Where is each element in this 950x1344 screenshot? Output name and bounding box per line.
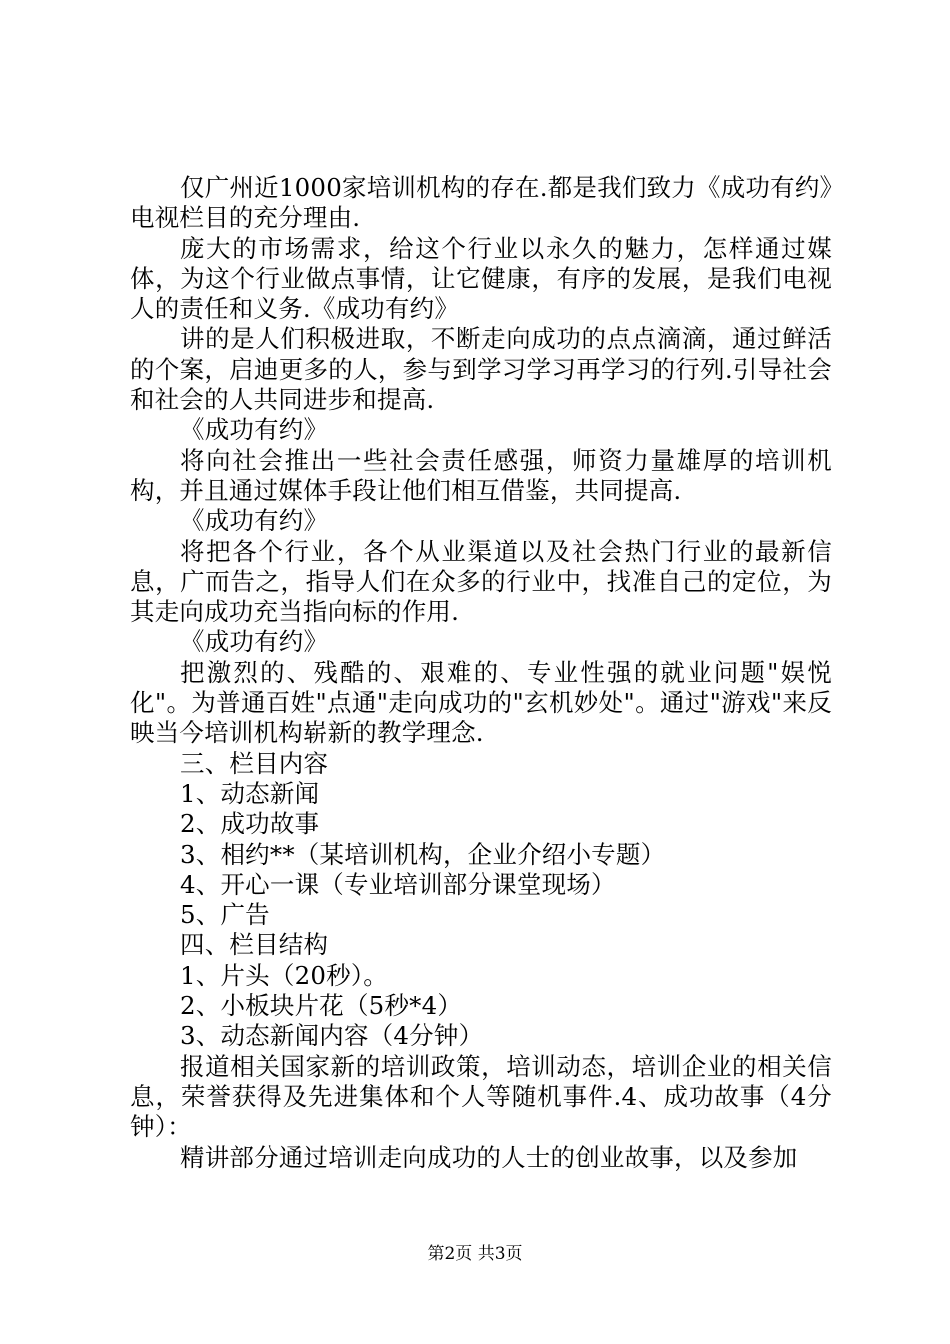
paragraph: 报道相关国家新的培训政策，培训动态，培训企业的相关信息，荣誉获得及先进集体和个人等随机事件.4、成功故事（4分钟）： (130, 1051, 832, 1142)
paragraph: 仅广州近1000家培训机构的存在.都是我们致力《成功有约》电视栏目的充分理由. (130, 173, 832, 233)
paragraph: 《成功有约》 (180, 627, 329, 657)
document-body (130, 173, 832, 1173)
section-heading: 三、栏目内容 (180, 748, 329, 778)
paragraph: 精讲部分通过培训走向成功的人士的创业故事，以及参加 (180, 1142, 798, 1172)
paragraph: 将把各个行业，各个从业渠道以及社会热门行业的最新信息，广而告之，指导人们在众多的行业中，找准自己的定位，为其走向成功充当指向标的作用. (130, 536, 832, 627)
list-item: 3、动态新闻内容（4分钟） (180, 1021, 484, 1051)
paragraph: 《成功有约》 (180, 506, 329, 536)
paragraph: 讲的是人们积极进取，不断走向成功的点点滴滴，通过鲜活的个案，启迪更多的人，参与到学习学习再学习的行列.引导社会和社会的人共同进步和提高. (130, 324, 832, 415)
paragraph: 把激烈的、残酷的、艰难的、专业性强的就业问题"娱悦化"。为普通百姓"点通"走向成功的"玄机妙处"。通过"游戏"来反映当今培训机构崭新的教学理念. (130, 657, 832, 748)
page-footer (0, 1243, 950, 1265)
list-item: 1、动态新闻 (180, 778, 320, 808)
paragraph: 将向社会推出一些社会责任感强，师资力量雄厚的培训机构，并且通过媒体手段让他们相互借鉴，共同提高. (130, 445, 832, 505)
list-item: 3、相约**（某培训机构，企业介绍小专题） (180, 839, 666, 869)
list-item: 1、片头（20秒）。 (180, 960, 389, 990)
paragraph: 庞大的市场需求，给这个行业以永久的魅力，怎样通过媒体，为这个行业做点事情，让它健康，有序的发展，是我们电视人的责任和义务.《成功有约》 (130, 233, 832, 324)
section-heading: 四、栏目结构 (180, 930, 329, 960)
list-item: 5、广告 (180, 900, 270, 930)
page-number: 第2页 共3页 (427, 1244, 523, 1264)
list-item: 2、小板块片花（5秒*4） (180, 991, 463, 1021)
paragraph: 《成功有约》 (180, 415, 329, 445)
list-item: 2、成功故事 (180, 809, 320, 839)
list-item: 4、开心一课（专业培训部分课堂现场） (180, 869, 616, 899)
